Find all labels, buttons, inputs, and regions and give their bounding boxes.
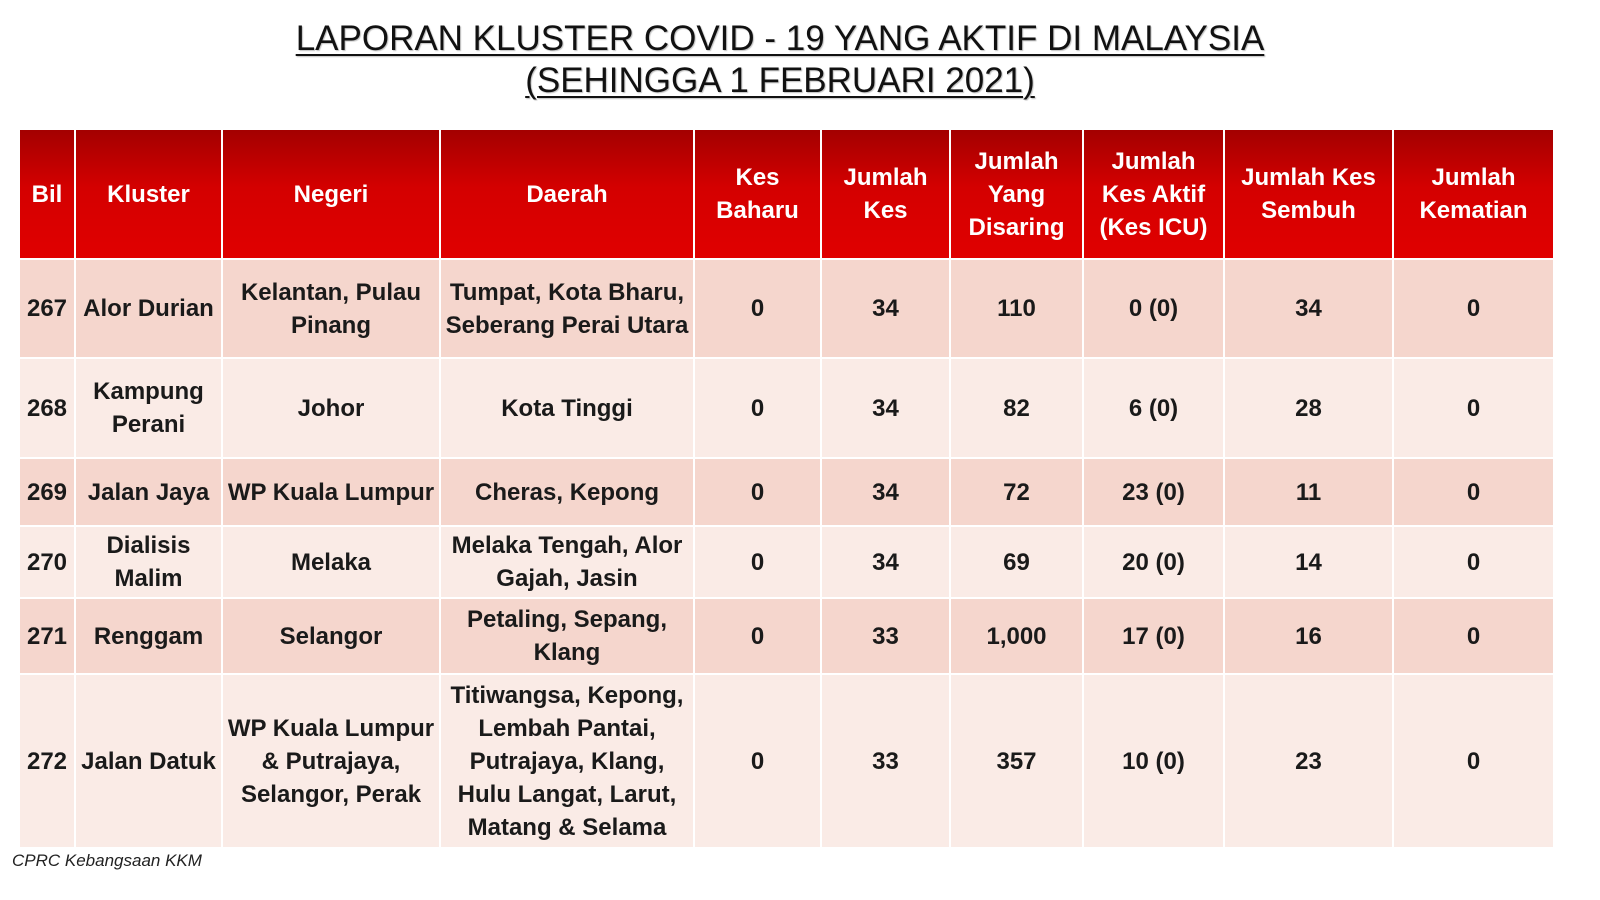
- col-header-kematian: Jumlah Kematian: [1394, 130, 1553, 258]
- cell-jumlah-kes: 33: [822, 675, 949, 847]
- title-line-2: (SEHINGGA 1 FEBRUARI 2021): [525, 61, 1035, 100]
- cell-kes-sembuh: 11: [1225, 459, 1392, 525]
- cell-daerah: Titiwangsa, Kepong, Lembah Pantai, Putrajaya, Klang, Hulu Langat, Larut, Matang & Selama: [441, 675, 693, 847]
- cell-kluster: Dialisis Malim: [76, 527, 221, 597]
- cell-kes-baharu: 0: [695, 459, 820, 525]
- cell-negeri: WP Kuala Lumpur: [223, 459, 439, 525]
- cell-negeri: WP Kuala Lumpur & Putrajaya, Selangor, Perak: [223, 675, 439, 847]
- cell-kematian: 0: [1394, 527, 1553, 597]
- cell-daerah: Tumpat, Kota Bharu, Seberang Perai Utara: [441, 260, 693, 357]
- cell-kluster: Alor Durian: [76, 260, 221, 357]
- col-header-kluster: Kluster: [76, 130, 221, 258]
- cell-negeri: Selangor: [223, 599, 439, 673]
- cell-daerah: Petaling, Sepang, Klang: [441, 599, 693, 673]
- table-row: [20, 599, 1553, 673]
- cell-kes-aktif: 0 (0): [1084, 260, 1223, 357]
- cell-kes-baharu: 0: [695, 599, 820, 673]
- cell-jumlah-kes: 33: [822, 599, 949, 673]
- cell-kluster: Jalan Datuk: [76, 675, 221, 847]
- cell-kes-sembuh: 16: [1225, 599, 1392, 673]
- cell-kes-sembuh: 34: [1225, 260, 1392, 357]
- col-header-kes-baharu: Kes Baharu: [695, 130, 820, 258]
- col-header-jumlah-kes: Jumlah Kes: [822, 130, 949, 258]
- title-line-1: LAPORAN KLUSTER COVID - 19 YANG AKTIF DI MALAYSIA: [295, 19, 1265, 58]
- cell-negeri: Kelantan, Pulau Pinang: [223, 260, 439, 357]
- cell-bil: 268: [20, 359, 74, 457]
- cell-bil: 267: [20, 260, 74, 357]
- cell-kes-baharu: 0: [695, 260, 820, 357]
- table-row: [20, 459, 1553, 525]
- col-header-kes-aktif: Jumlah Kes Aktif (Kes ICU): [1084, 130, 1223, 258]
- col-header-negeri: Negeri: [223, 130, 439, 258]
- cell-kes-aktif: 6 (0): [1084, 359, 1223, 457]
- cell-jumlah-disaring: 357: [951, 675, 1082, 847]
- cell-kes-sembuh: 28: [1225, 359, 1392, 457]
- cell-kes-baharu: 0: [695, 527, 820, 597]
- cell-jumlah-kes: 34: [822, 260, 949, 357]
- cell-jumlah-disaring: 82: [951, 359, 1082, 457]
- cell-kematian: 0: [1394, 459, 1553, 525]
- cell-kluster: Jalan Jaya: [76, 459, 221, 525]
- cell-kematian: 0: [1394, 260, 1553, 357]
- cluster-table: [18, 128, 1555, 849]
- cell-bil: 270: [20, 527, 74, 597]
- source-note: CPRC Kebangsaan KKM: [12, 851, 202, 870]
- cell-jumlah-disaring: 110: [951, 260, 1082, 357]
- cell-kematian: 0: [1394, 359, 1553, 457]
- cell-bil: 271: [20, 599, 74, 673]
- col-header-kes-sembuh: Jumlah Kes Sembuh: [1225, 130, 1392, 258]
- cell-kes-aktif: 17 (0): [1084, 599, 1223, 673]
- cell-kes-baharu: 0: [695, 675, 820, 847]
- table-row: [20, 260, 1553, 357]
- cell-kes-aktif: 20 (0): [1084, 527, 1223, 597]
- cell-kematian: 0: [1394, 599, 1553, 673]
- col-header-jumlah-disaring: Jumlah Yang Disaring: [951, 130, 1082, 258]
- cell-kes-sembuh: 14: [1225, 527, 1392, 597]
- cell-jumlah-kes: 34: [822, 359, 949, 457]
- cell-daerah: Melaka Tengah, Alor Gajah, Jasin: [441, 527, 693, 597]
- cell-daerah: Cheras, Kepong: [441, 459, 693, 525]
- page-title: [0, 18, 1560, 102]
- cell-jumlah-disaring: 69: [951, 527, 1082, 597]
- table-row: [20, 675, 1553, 847]
- table-row: [20, 527, 1553, 597]
- cell-kes-sembuh: 23: [1225, 675, 1392, 847]
- cell-kes-aktif: 23 (0): [1084, 459, 1223, 525]
- cell-jumlah-kes: 34: [822, 527, 949, 597]
- cell-bil: 269: [20, 459, 74, 525]
- cell-jumlah-disaring: 1,000: [951, 599, 1082, 673]
- cell-bil: 272: [20, 675, 74, 847]
- cell-kes-baharu: 0: [695, 359, 820, 457]
- col-header-bil: Bil: [20, 130, 74, 258]
- table-row: [20, 359, 1553, 457]
- cell-kes-aktif: 10 (0): [1084, 675, 1223, 847]
- cell-kluster: Renggam: [76, 599, 221, 673]
- cell-negeri: Johor: [223, 359, 439, 457]
- cell-kluster: Kampung Perani: [76, 359, 221, 457]
- cell-jumlah-kes: 34: [822, 459, 949, 525]
- col-header-daerah: Daerah: [441, 130, 693, 258]
- cell-negeri: Melaka: [223, 527, 439, 597]
- cell-jumlah-disaring: 72: [951, 459, 1082, 525]
- cell-daerah: Kota Tinggi: [441, 359, 693, 457]
- header-row: [20, 130, 1553, 258]
- cell-kematian: 0: [1394, 675, 1553, 847]
